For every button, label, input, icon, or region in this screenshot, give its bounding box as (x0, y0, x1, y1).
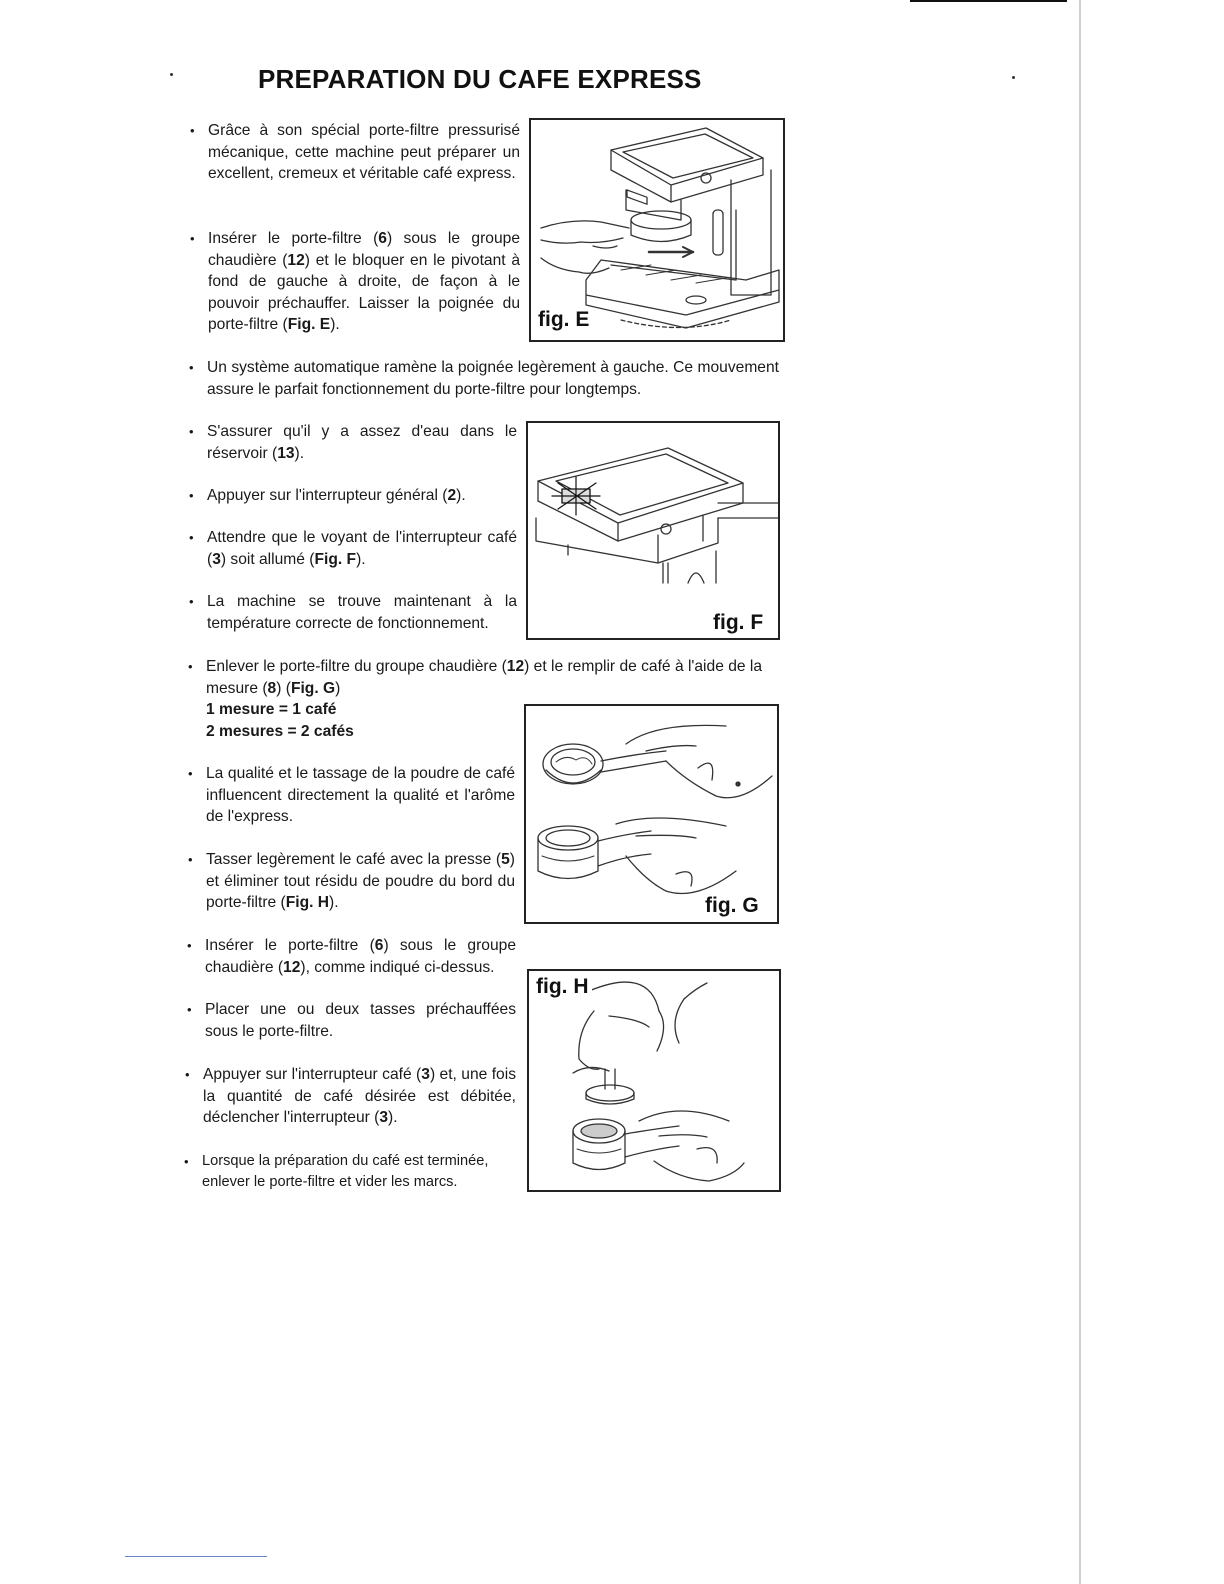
bullet-icon: • (190, 123, 195, 138)
bullet-icon: • (188, 852, 193, 867)
item-text: Placer une ou deux tasses préchauffées sous le porte-filtre. (205, 1001, 516, 1040)
list-item (189, 527, 517, 570)
scan-speck (1012, 76, 1015, 79)
bullet-icon: • (189, 488, 194, 503)
figure-e (529, 118, 785, 342)
measuring-spoon-illustration (526, 706, 777, 922)
figure-h (527, 969, 781, 1192)
bullet-icon: • (188, 766, 193, 781)
page-title: PREPARATION DU CAFE EXPRESS (258, 64, 702, 94)
item-text: La qualité et le tassage de la poudre de café influencent directement la qualité et l'arôme de l'express. (206, 765, 515, 825)
bullet-icon: • (190, 231, 195, 246)
figure-label: fig. E (535, 308, 592, 332)
item-text: Grâce à son spécial porte-filtre pressurisé mécanique, cette machine peut préparer un excellent, cremeux et véritable café express. (208, 122, 520, 182)
item-text: Appuyer sur l'interrupteur général (2). (207, 487, 466, 504)
list-item (190, 120, 520, 185)
list-item (189, 421, 517, 464)
page-edge (1079, 0, 1081, 1584)
item-text: Insérer le porte-filtre (6) sous le groupe chaudière (12), comme indiqué ci-dessus. (205, 937, 516, 976)
item-text: La machine se trouve maintenant à la température correcte de fonctionnement. (207, 593, 517, 632)
item-text: Attendre que le voyant de l'interrupteur café (3) soit allumé (Fig. F). (207, 529, 517, 568)
list-item (185, 1064, 516, 1129)
bullet-icon: • (188, 659, 193, 674)
item-text: Appuyer sur l'interrupteur café (3) et, une fois la quantité de café désirée est débitée, déclencher l'interrupteur (3). (203, 1066, 516, 1126)
list-item (190, 228, 521, 336)
list-item (189, 357, 779, 400)
switch-panel-illustration (528, 423, 778, 638)
espresso-machine-illustration (531, 120, 783, 340)
item-text: Enlever le porte-filtre du groupe chaudière (12) et le remplir de café à l'aide de la mesure (8) (Fig. G) (206, 658, 763, 697)
measure-line-1: 1 mesure = 1 café (206, 701, 337, 718)
scan-speck (170, 73, 173, 76)
bullet-icon: • (189, 594, 194, 609)
list-item (189, 591, 517, 634)
measure-line-2: 2 mesures = 2 cafés (206, 722, 354, 740)
figure-label: fig. H (533, 975, 592, 999)
item-text: Tasser legèrement le café avec la presse (5) et éliminer tout résidu de poudre du bord du porte-filtre (Fig. H). (206, 851, 515, 911)
figure-f (526, 421, 780, 640)
bullet-icon: • (189, 424, 194, 439)
list-item (189, 485, 517, 507)
item-text: Lorsque la préparation du café est terminée, enlever le porte-filtre et vider les marcs. (202, 1153, 489, 1190)
top-rule (910, 0, 1067, 2)
tamping-illustration (529, 971, 779, 1190)
bullet-icon: • (187, 1002, 192, 1017)
bullet-icon: • (189, 530, 194, 545)
figure-g (524, 704, 779, 924)
list-item (184, 1151, 522, 1193)
bottom-rule (125, 1556, 267, 1557)
item-text: S'assurer qu'il y a assez d'eau dans le réservoir (13). (207, 423, 517, 462)
list-item (187, 999, 516, 1042)
list-item (188, 763, 515, 828)
bullet-icon: • (185, 1067, 190, 1082)
list-item (188, 849, 515, 914)
bullet-icon: • (189, 360, 194, 375)
list-item (187, 935, 516, 978)
item-text: Un système automatique ramène la poignée legèrement à gauche. Ce mouvement assure le parfait fonctionnement du porte-filtre pour longtemps. (207, 359, 779, 398)
bullet-icon: • (187, 938, 192, 953)
item-text: Insérer le porte-filtre (6) sous le groupe chaudière (12) et le bloquer en le pivotant à fond de gauche à droite, de façon à le pouvoir préchauffer. Laisser la poignée du porte-filtre (Fig. E). (208, 230, 521, 333)
bullet-icon: • (184, 1154, 189, 1169)
figure-label: fig. F (710, 611, 766, 635)
figure-label: fig. G (702, 894, 762, 918)
